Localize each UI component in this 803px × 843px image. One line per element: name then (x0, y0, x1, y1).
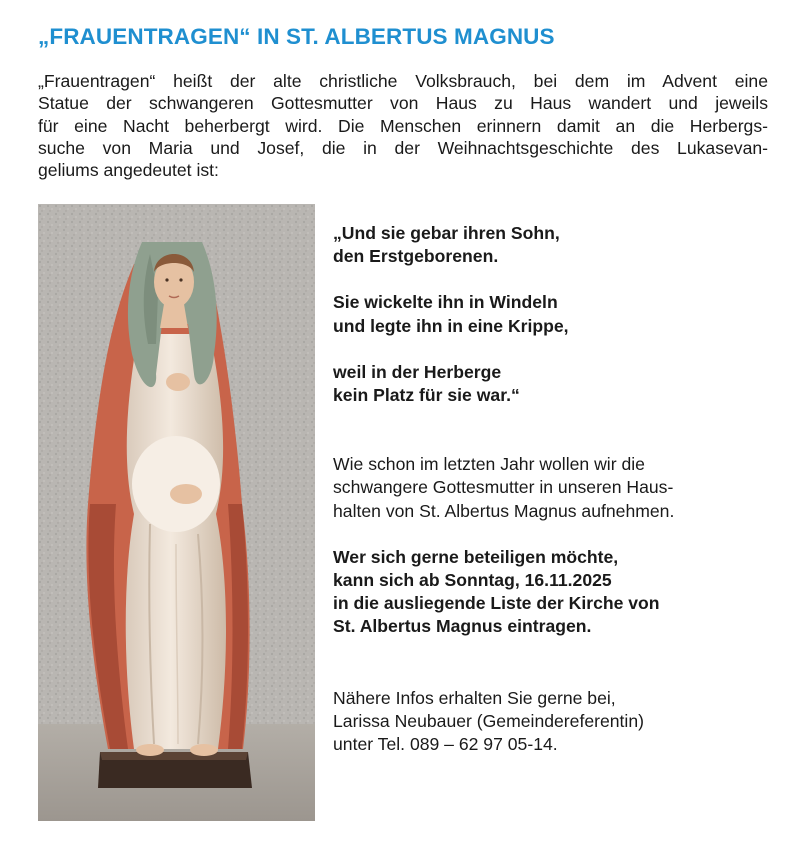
madonna-statue-photo (38, 204, 315, 821)
statue-illustration (38, 204, 315, 821)
info-paragraph (333, 453, 773, 523)
info-line: halten von St. Albertus Magnus aufnehmen. (333, 500, 675, 521)
quote-line: „Und sie gebar ihren Sohn, (333, 223, 560, 243)
signup-paragraph (333, 546, 773, 639)
quote-line: weil in der Herberge (333, 361, 502, 382)
article-title: „FRAUENTRAGEN“ IN ST. ALBERTUS MAGNUS (38, 24, 555, 49)
bible-quote (333, 222, 773, 407)
contact-line: Larissa Neubauer (Gemeindereferentin) (333, 710, 644, 731)
right-column (333, 222, 773, 756)
intro-line: für eine Nacht beherbergt wird. Die Menschen erinnern damit an die Herbergs- (38, 115, 768, 136)
contact-line: Nähere Infos erhalten Sie gerne bei, (333, 687, 616, 708)
quote-line: den Erstgeborenen. (333, 246, 499, 267)
signup-line: in die ausliegende Liste der Kirche von (333, 593, 660, 614)
intro-line: geliums angedeutet ist: (38, 160, 219, 181)
contact-paragraph (333, 687, 773, 757)
signup-line: kann sich ab Sonntag, 16.11.2025 (333, 570, 612, 591)
info-line: Wie schon im letzten Jahr wollen wir die (333, 454, 645, 475)
signup-line: St. Albertus Magnus eintragen. (333, 616, 592, 637)
intro-line: Statue der schwangeren Gottesmutter von Haus zu Haus wandert und jeweils (38, 93, 768, 114)
contact-line: unter Tel. 089 – 62 97 05-14. (333, 734, 558, 755)
info-line: schwangere Gottesmutter in unseren Haus- (333, 477, 674, 498)
signup-line: Wer sich gerne beteiligen möchte, (333, 546, 619, 567)
intro-line: „Frauentragen“ heißt der alte christliche Volksbrauch, bei dem im Advent eine (38, 71, 768, 91)
quote-line: Sie wickelte ihn in Windeln (333, 292, 558, 313)
quote-line: kein Platz für sie war.“ (333, 385, 520, 406)
intro-paragraph (38, 70, 768, 181)
quote-line: und legte ihn in eine Krippe, (333, 315, 569, 336)
intro-line: suche von Maria und Josef, die in der Weihnachtsgeschichte des Lukasevan- (38, 137, 768, 158)
